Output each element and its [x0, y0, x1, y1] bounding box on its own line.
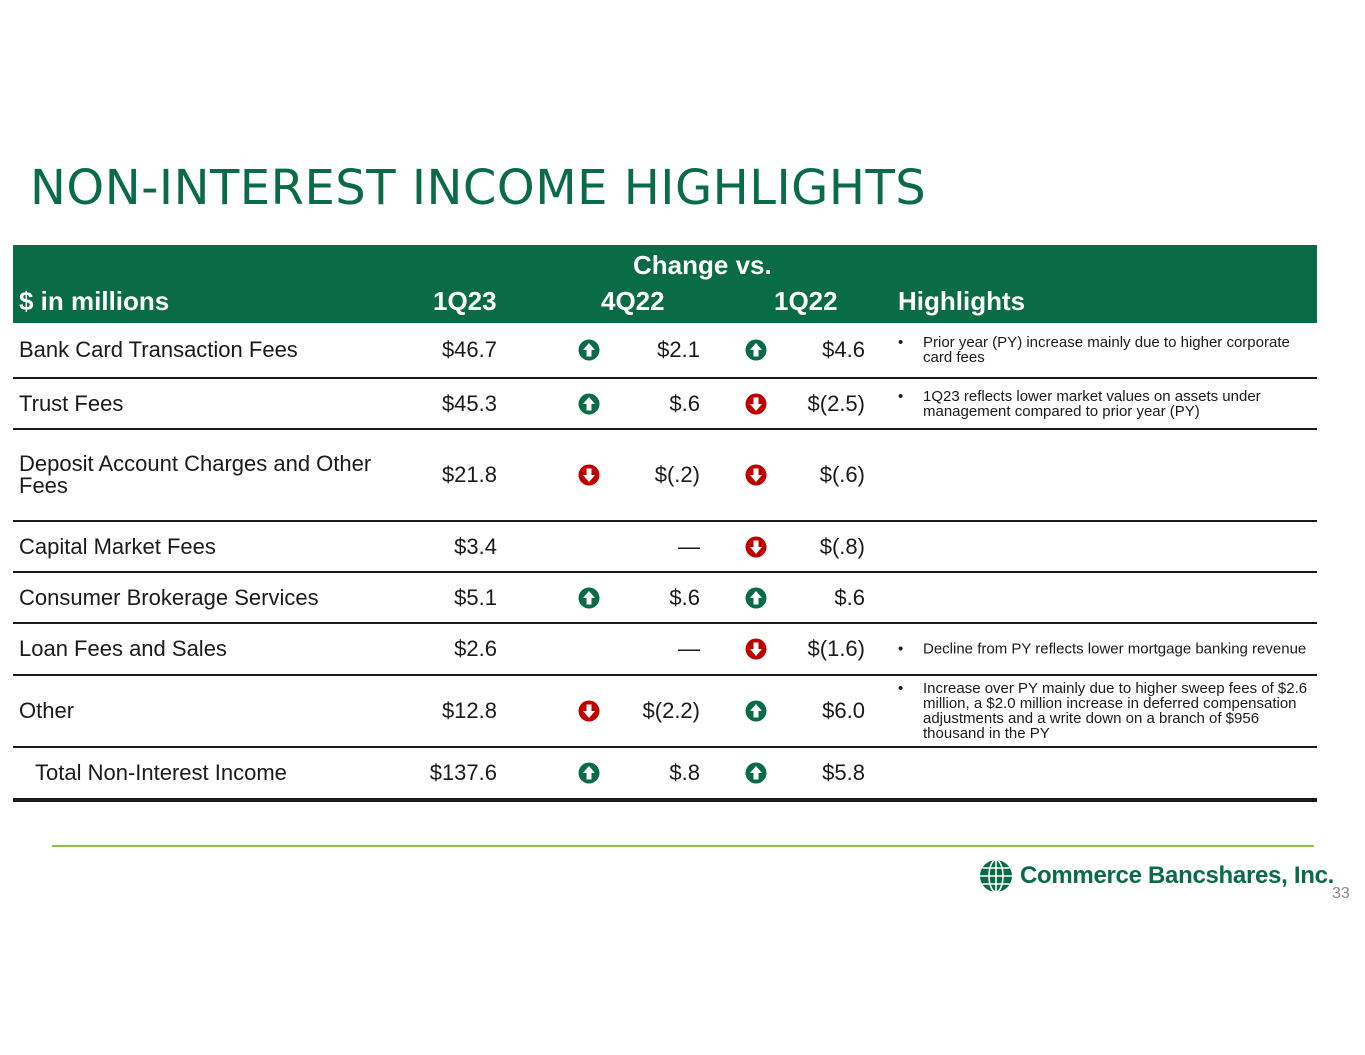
- arrow-4q22-icon: [578, 464, 600, 486]
- column-header-1q22: 1Q22: [774, 286, 838, 316]
- change-vs-4q22: —: [678, 636, 700, 661]
- arrow-1q22-icon: [745, 339, 767, 361]
- change-vs-4q22: $.8: [669, 760, 700, 785]
- page-number: 33: [1332, 885, 1350, 902]
- value-1q23: $137.6: [429, 760, 497, 785]
- value-1q23: $5.1: [454, 584, 497, 610]
- arrow-4q22-icon: [578, 339, 600, 361]
- arrow-1q22-icon: [745, 393, 767, 415]
- highlight-text: Increase over PY mainly due to higher sweep fees of $2.6 million, a $2.0 million increase in deferred compensation adjustments and a write down on a branch of $956 thousand in the PY: [923, 680, 1308, 742]
- row-label: Trust Fees: [19, 390, 124, 416]
- change-vs-label: Change vs.: [633, 250, 772, 280]
- table-row: [13, 676, 1317, 748]
- value-1q23: $2.6: [454, 636, 497, 661]
- arrow-1q22-icon: [745, 464, 767, 486]
- table-row: [13, 522, 1317, 573]
- highlight-note: [898, 642, 1313, 657]
- table-row: [13, 573, 1317, 624]
- arrow-1q22-icon: [745, 536, 767, 558]
- change-vs-1q22: $.6: [834, 584, 865, 610]
- arrow-1q22-icon: [745, 762, 767, 784]
- column-header-4q22: 4Q22: [601, 286, 665, 316]
- arrow-4q22-icon: [578, 393, 600, 415]
- company-logo: [978, 858, 1334, 894]
- column-header-1q23: 1Q23: [433, 286, 497, 316]
- change-vs-4q22: $.6: [669, 390, 700, 416]
- change-vs-1q22: $(2.5): [807, 390, 865, 416]
- column-header-highlights: Highlights: [898, 286, 1026, 316]
- change-vs-1q22: $(1.6): [807, 636, 865, 661]
- bullet: •: [898, 680, 904, 697]
- value-1q23: $3.4: [454, 533, 497, 559]
- change-vs-1q22: $6.0: [822, 698, 865, 723]
- row-label: Other: [19, 698, 75, 723]
- change-vs-4q22: $(2.2): [642, 698, 700, 723]
- arrow-1q22-icon: [745, 638, 767, 660]
- row-label: Bank Card Transaction Fees: [19, 337, 298, 362]
- arrow-4q22-icon: [578, 587, 600, 609]
- company-name: Commerce Bancshares, Inc.: [1020, 862, 1334, 889]
- row-label: Consumer Brokerage Services: [19, 584, 319, 610]
- row-label: Loan Fees and Sales: [19, 636, 227, 661]
- table-row-total: [13, 748, 1317, 802]
- change-vs-4q22: $(.2): [654, 462, 700, 487]
- value-1q23: $46.7: [441, 337, 497, 362]
- change-vs-1q22: $4.6: [822, 337, 865, 362]
- bullet: •: [898, 334, 904, 351]
- table-row: [13, 323, 1317, 379]
- bullet: •: [898, 387, 904, 405]
- change-vs-1q22: $5.8: [822, 760, 865, 785]
- highlight-text: 1Q23 reflects lower market values on assets under management compared to prior year (PY): [923, 387, 1261, 420]
- change-vs-4q22: $2.1: [657, 337, 700, 362]
- value-1q23: $45.3: [441, 390, 497, 416]
- value-1q23: $12.8: [441, 698, 497, 723]
- table-row: [13, 624, 1317, 676]
- column-header-units: $ in millions: [19, 286, 170, 316]
- arrow-1q22-icon: [745, 700, 767, 722]
- globe-icon: [978, 858, 1014, 894]
- arrow-4q22-icon: [578, 762, 600, 784]
- value-1q23: $21.8: [441, 462, 497, 487]
- table-row: [13, 430, 1317, 522]
- income-table: [13, 245, 1317, 802]
- footer-divider: [52, 845, 1314, 847]
- table-row: [13, 379, 1317, 430]
- row-label: Total Non-Interest Income: [35, 760, 287, 785]
- bullet: •: [898, 640, 904, 658]
- change-vs-4q22: $.6: [669, 584, 700, 610]
- change-vs-1q22: $(.6): [819, 462, 865, 487]
- change-vs-1q22: $(.8): [819, 533, 865, 559]
- page-title: NON-INTEREST INCOME HIGHLIGHTS: [30, 160, 927, 216]
- highlight-note: [898, 681, 1313, 741]
- highlight-note: [898, 389, 1313, 419]
- row-label: Capital Market Fees: [19, 533, 216, 559]
- highlight-text: Decline from PY reflects lower mortgage banking revenue: [923, 640, 1307, 658]
- arrow-1q22-icon: [745, 587, 767, 609]
- table-header: [13, 245, 1317, 323]
- arrow-4q22-icon: [578, 700, 600, 722]
- change-vs-4q22: —: [678, 533, 700, 559]
- highlight-text: Prior year (PY) increase mainly due to higher corporate card fees: [923, 334, 1290, 366]
- highlight-note: [898, 335, 1313, 365]
- row-label: Deposit Account Charges and Other Fees: [19, 451, 372, 498]
